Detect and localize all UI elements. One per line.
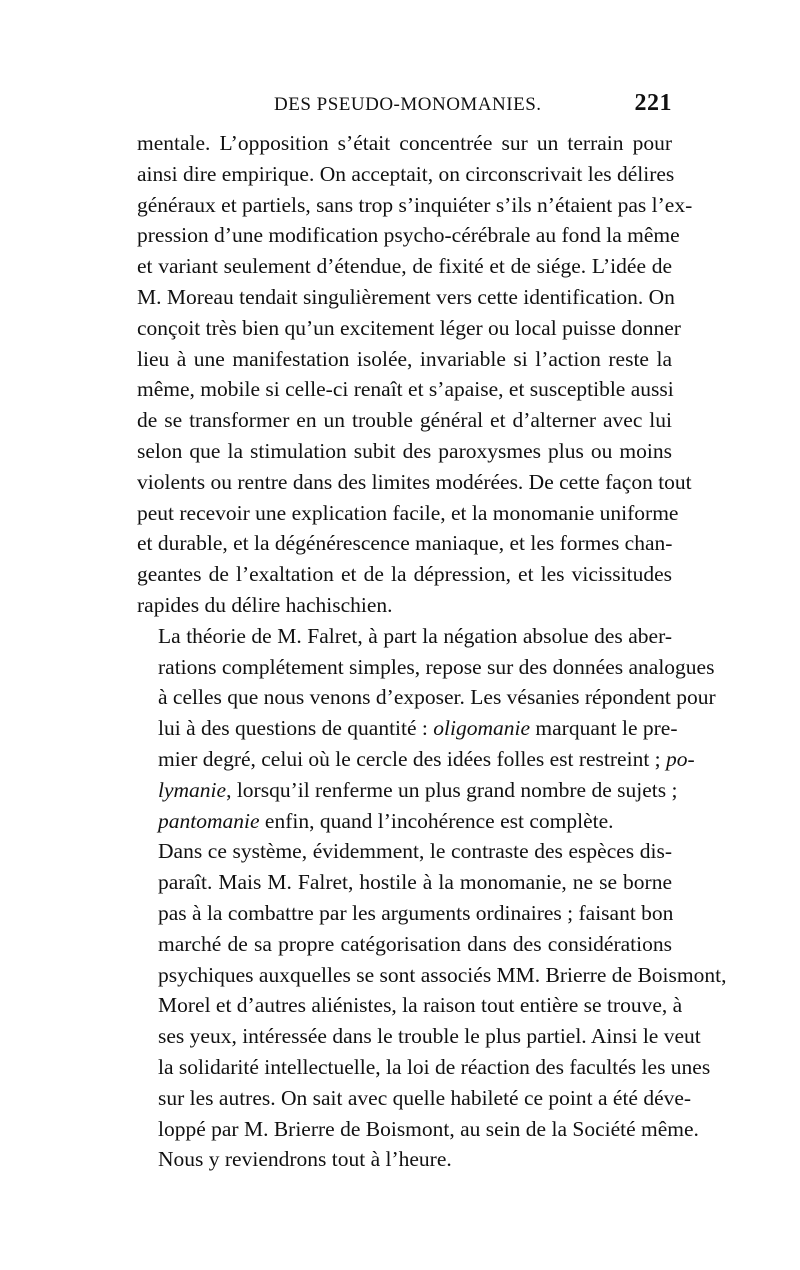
running-header <box>137 90 672 124</box>
text-line <box>137 744 695 775</box>
text-line: psychiques auxquelles se sont associés MM. Brierre de Boismont, <box>158 962 727 987</box>
text-line <box>137 775 678 806</box>
text-line <box>137 713 678 744</box>
term-polymanie-part2: lymanie <box>158 777 227 802</box>
book-page <box>137 90 727 1175</box>
text-line: marché de sa propre catégorisation dans des considérations <box>158 931 672 956</box>
text-line: la solidarité intellectuelle, la loi de réaction des facultés les unes <box>158 1054 711 1079</box>
text-line: pas à la combattre par les arguments ordinaires ; faisant bon <box>158 900 674 925</box>
text-line: à celles que nous venons d’exposer. Les vésanies répondent pour <box>158 685 716 710</box>
text-line: rapides du délire hachischien. <box>137 592 393 617</box>
text-line: violents ou rentre dans des limites modérées. De cette façon tout <box>137 469 692 494</box>
text-line: même, mobile si celle-ci renaît et s’apaise, et susceptible aussi <box>137 377 674 402</box>
text-line: Dans ce système, évidemment, le contraste des espèces dis- <box>158 839 672 864</box>
text-line: rations complétement simples, repose sur des données analogues <box>158 654 715 679</box>
text-line: La théorie de M. Falret, à part la négation absolue des aber- <box>158 623 672 648</box>
text-line: lieu à une manifestation isolée, invariable si l’action reste la <box>137 346 672 371</box>
text-line: ainsi dire empirique. On acceptait, on circonscrivait les délires <box>137 161 675 186</box>
text-line: et durable, et la dégénérescence maniaque, et les formes chan- <box>137 531 673 556</box>
text-run: lui à des questions de quantité : <box>158 716 434 741</box>
text-line: geantes de l’exaltation et de la dépression, et les vicissitudes <box>137 562 672 587</box>
text-line: de se transformer en un trouble général et d’alterner avec lui <box>137 408 672 433</box>
text-line: conçoit très bien qu’un excitement léger ou local puisse donner <box>137 315 681 340</box>
paragraph-3 <box>137 836 727 1175</box>
text-line <box>137 806 672 837</box>
text-line: paraît. Mais M. Falret, hostile à la monomanie, ne se borne <box>158 870 672 895</box>
term-pantomanie: pantomanie <box>158 808 260 833</box>
text-line: généraux et partiels, sans trop s’inquiéter s’ils n’étaient pas l’ex- <box>137 192 693 217</box>
text-line: Nous y reviendrons tout à l’heure. <box>158 1147 452 1172</box>
paragraph-1 <box>137 128 693 621</box>
term-polymanie-part1: po- <box>666 746 695 771</box>
page-number: 221 <box>634 90 672 116</box>
text-line: pression d’une modification psycho-cérébrale au fond la même <box>137 223 680 248</box>
text-line: et variant seulement d’étendue, de fixité et de siége. L’idée de <box>137 254 672 279</box>
text-run: mier degré, celui où le cercle des idées folles est restreint ; <box>158 746 667 771</box>
text-run: , lorsqu’il renferme un plus grand nombre de sujets ; <box>226 777 678 802</box>
text-run: enfin, quand l’incohérence est complète. <box>259 808 614 833</box>
text-line: ses yeux, intéressée dans le trouble le plus partiel. Ainsi le veut <box>158 1024 701 1049</box>
text-line: M. Moreau tendait singulièrement vers cette identification. On <box>137 284 675 309</box>
paragraph-2 <box>137 621 716 837</box>
text-line: mentale. L’opposition s’était concentrée sur un terrain pour <box>137 131 672 155</box>
body-text <box>137 128 727 1175</box>
text-line: selon que la stimulation subit des paroxysmes plus ou moins <box>137 438 672 463</box>
text-line: Morel et d’autres aliénistes, la raison tout entière se trouve, à <box>158 993 683 1018</box>
text-line: loppé par M. Brierre de Boismont, au sein de la Société même. <box>158 1116 699 1141</box>
text-line: peut recevoir une explication facile, et la monomanie uniforme <box>137 500 679 525</box>
text-run: marquant le pre- <box>530 716 678 741</box>
term-oligomanie: oligomanie <box>433 716 531 741</box>
text-line: sur les autres. On sait avec quelle habileté ce point a été déve- <box>158 1085 692 1110</box>
running-title: DES PSEUDO-MONOMANIES. <box>274 94 542 115</box>
